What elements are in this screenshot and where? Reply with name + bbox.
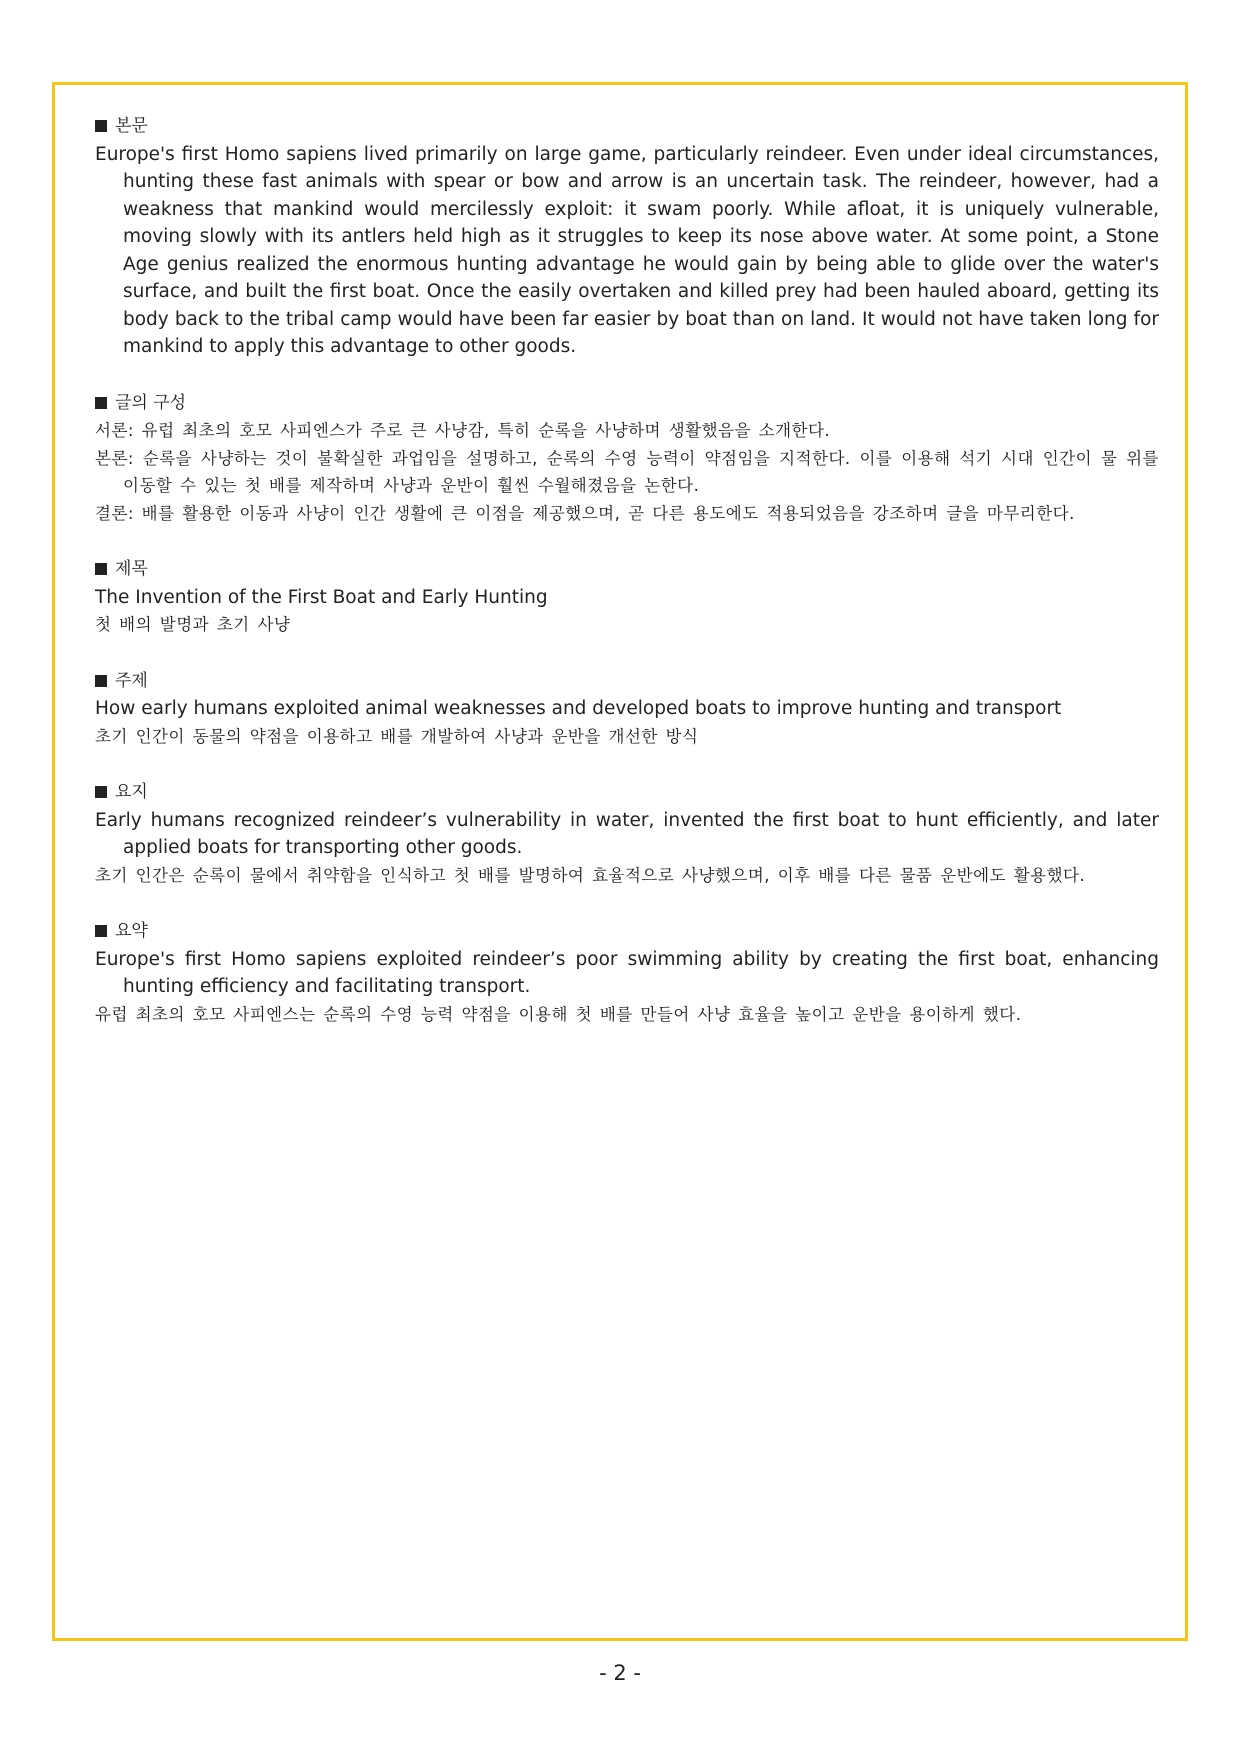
summary-korean: 유럽 최초의 호모 사피엔스는 순록의 수영 능력 약점을 이용해 첫 배를 만들어 사냥 효율을 높이고 운반을 용이하게 했다. (95, 1004, 1022, 1024)
section-heading (95, 918, 1159, 946)
section-heading-label: 요약 (115, 921, 148, 941)
section-heading-label: 요지 (115, 782, 148, 802)
section-title (95, 556, 1159, 639)
section-heading-label: 글의 구성 (115, 392, 187, 413)
section-heading-label: 본문 (115, 116, 148, 136)
square-bullet-icon (95, 786, 107, 798)
square-bullet-icon (95, 675, 107, 687)
section-heading-label: 제목 (115, 559, 148, 579)
page-number: - 2 - (599, 1661, 641, 1685)
gist-english: Early humans recognized reindeer’s vulnerability in water, invented the first boat to hunt efficiently, and later applied boats for transporting other goods. (95, 809, 1159, 858)
section-summary (95, 918, 1159, 1028)
section-heading (95, 390, 1159, 418)
summary-english: Europe's first Homo sapiens exploited reindeer’s poor swimming ability by creating the first boat, enhancing hunting efficiency and facilitating transport. (95, 948, 1159, 997)
structure-main: 본론: 순록을 사냥하는 것이 불확실한 과업임을 설명하고, 순록의 수영 능력이 약점임을 지적한다. 이를 이용해 석기 시대 인간이 물 위를 이동할 수 있는 첫 배를 제작하며 사냥과 운반이 훨씬 수월해졌음을 논한다. (95, 448, 1159, 495)
gist-korean: 초기 인간은 순록이 물에서 취약함을 인식하고 첫 배를 발명하여 효율적으로 사냥했으며, 이후 배를 다른 물품 운반에도 활용했다. (95, 865, 1086, 885)
square-bullet-icon (95, 925, 107, 937)
structure-conclusion: 결론: 배를 활용한 이동과 사냥이 인간 생활에 큰 이점을 제공했으며, 곧 다른 용도에도 적용되었음을 강조하며 글을 마무리한다. (95, 503, 1075, 523)
title-korean: 첫 배의 발명과 초기 사냥 (95, 615, 291, 634)
section-structure (95, 390, 1159, 528)
section-theme (95, 668, 1159, 751)
section-heading (95, 779, 1159, 807)
section-body (95, 113, 1159, 361)
section-heading (95, 113, 1159, 141)
square-bullet-icon (95, 563, 107, 575)
document-content (95, 113, 1159, 1057)
section-heading-label: 주제 (115, 670, 148, 691)
title-english: The Invention of the First Boat and Early Hunting (95, 586, 548, 608)
theme-english: How early humans exploited animal weaknesses and developed boats to improve hunting and transport (95, 698, 1062, 719)
body-paragraph: Europe's first Homo sapiens lived primarily on large game, particularly reindeer. Even under ideal circumstances, hunting these fast animals with spear or bow and arrow is an uncertain task. The reindeer, however, had a weakness that mankind would mercilessly exploit: it swam poorly. While afloat, it is uniquely vulnerable, moving slowly with its antlers held high as it struggles to keep its nose above water. At some point, a Stone Age genius realized the enormous hunting advantage he would gain by being able to glide over the water's surface, and built the first boat. Once the easily overtaken and killed prey had been hauled aboard, getting its body back to the tribal camp would have been far easier by boat than on land. It would not have taken long for mankind to apply this advantage to other goods. (95, 143, 1159, 357)
square-bullet-icon (95, 397, 107, 409)
theme-korean: 초기 인간이 동물의 약점을 이용하고 배를 개발하여 사냥과 운반을 개선한 방식 (95, 726, 699, 746)
section-gist (95, 779, 1159, 889)
square-bullet-icon (95, 120, 107, 132)
section-heading (95, 556, 1159, 584)
section-heading (95, 668, 1159, 696)
page-frame (52, 82, 1188, 1641)
structure-intro: 서론: 유럽 최초의 호모 사피엔스가 주로 큰 사냥감, 특히 순록을 사냥하며 생활했음을 소개한다. (95, 421, 831, 440)
